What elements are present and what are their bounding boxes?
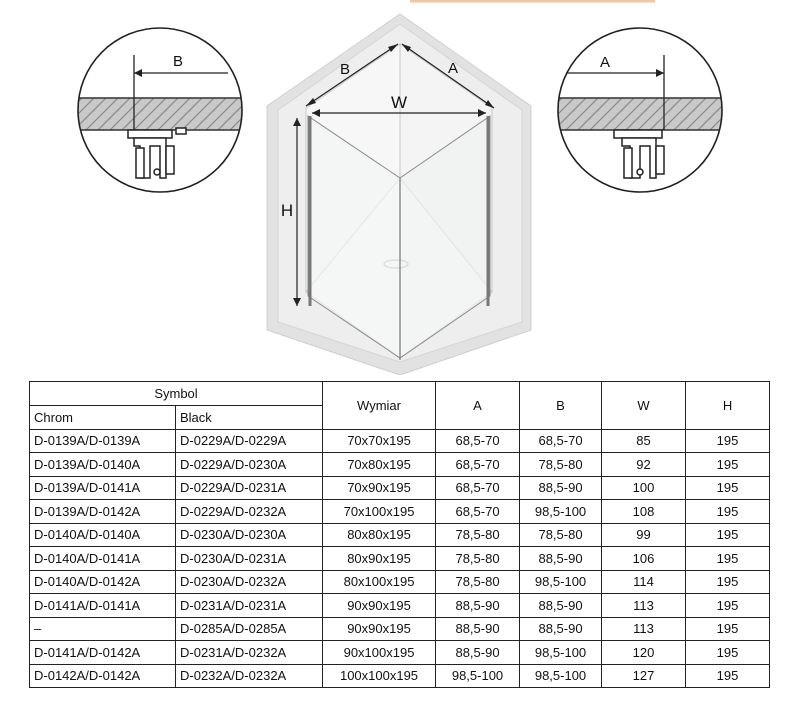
h-cell: 195: [686, 476, 770, 500]
chrom-symbol-cell: D-0139A/D-0139A: [30, 429, 176, 453]
w-cell: 113: [602, 617, 686, 641]
chrom-symbol-cell: D-0139A/D-0140A: [30, 453, 176, 477]
b-cell: 98,5-100: [520, 500, 602, 524]
a-cell: 68,5-70: [436, 500, 520, 524]
chrom-symbol-cell: D-0140A/D-0140A: [30, 523, 176, 547]
wymiar-cell: 80x80x195: [323, 523, 436, 547]
b-cell: 88,5-90: [520, 594, 602, 618]
b-cell: 88,5-90: [520, 617, 602, 641]
chrom-symbol-cell: D-0139A/D-0142A: [30, 500, 176, 524]
w-cell: 99: [602, 523, 686, 547]
w-cell: 106: [602, 547, 686, 571]
h-cell: 195: [686, 500, 770, 524]
w-cell: 108: [602, 500, 686, 524]
table-row: [30, 617, 770, 641]
table-row: [30, 476, 770, 500]
a-cell: 68,5-70: [436, 453, 520, 477]
a-cell: 88,5-90: [436, 617, 520, 641]
black-symbol-cell: D-0230A/D-0232A: [176, 570, 323, 594]
b-cell: 78,5-80: [520, 453, 602, 477]
b-cell: 98,5-100: [520, 570, 602, 594]
column-header-wymiar: Wymiar: [323, 382, 436, 430]
black-symbol-cell: D-0229A/D-0232A: [176, 500, 323, 524]
black-symbol-cell: D-0231A/D-0231A: [176, 594, 323, 618]
h-cell: 195: [686, 570, 770, 594]
table-row: [30, 594, 770, 618]
b-cell: 98,5-100: [520, 641, 602, 665]
black-symbol-cell: D-0230A/D-0231A: [176, 547, 323, 571]
h-cell: 195: [686, 453, 770, 477]
detail-circle-right: [550, 28, 730, 192]
w-cell: 85: [602, 429, 686, 453]
chrom-symbol-cell: D-0141A/D-0142A: [30, 641, 176, 665]
label-w: W: [390, 93, 408, 112]
column-header-h: H: [686, 382, 770, 430]
chrom-symbol-cell: D-0142A/D-0142A: [30, 664, 176, 688]
chrom-symbol-cell: D-0140A/D-0142A: [30, 570, 176, 594]
table-row: [30, 641, 770, 665]
table-row: [30, 547, 770, 571]
b-cell: 78,5-80: [520, 523, 602, 547]
wymiar-cell: 80x100x195: [323, 570, 436, 594]
column-header-a: A: [436, 382, 520, 430]
wymiar-cell: 70x80x195: [323, 453, 436, 477]
column-header-w: W: [602, 382, 686, 430]
h-cell: 195: [686, 523, 770, 547]
table-row: [30, 429, 770, 453]
b-cell: 88,5-90: [520, 476, 602, 500]
b-cell: 88,5-90: [520, 547, 602, 571]
h-cell: 195: [686, 664, 770, 688]
w-cell: 92: [602, 453, 686, 477]
wymiar-cell: 90x90x195: [323, 594, 436, 618]
wymiar-cell: 70x100x195: [323, 500, 436, 524]
table-body: [30, 429, 770, 688]
enclosure-drawing: [267, 14, 531, 375]
h-cell: 195: [686, 594, 770, 618]
detail-circle-left: [70, 28, 250, 192]
w-cell: 114: [602, 570, 686, 594]
label-a-right: A: [599, 54, 611, 71]
wall-section-left: [70, 98, 250, 130]
column-header-b: B: [520, 382, 602, 430]
chrom-symbol-cell: D-0139A/D-0141A: [30, 476, 176, 500]
label-h: H: [280, 201, 294, 220]
chrom-symbol-cell: –: [30, 617, 176, 641]
chrom-symbol-cell: D-0140A/D-0141A: [30, 547, 176, 571]
table-row: [30, 523, 770, 547]
w-cell: 100: [602, 476, 686, 500]
black-symbol-cell: D-0232A/D-0232A: [176, 664, 323, 688]
a-cell: 68,5-70: [436, 476, 520, 500]
black-symbol-cell: D-0229A/D-0230A: [176, 453, 323, 477]
a-cell: 68,5-70: [436, 429, 520, 453]
wymiar-cell: 90x90x195: [323, 617, 436, 641]
a-cell: 78,5-80: [436, 547, 520, 571]
w-cell: 113: [602, 594, 686, 618]
w-cell: 127: [602, 664, 686, 688]
chrom-symbol-cell: D-0141A/D-0141A: [30, 594, 176, 618]
wymiar-cell: 70x90x195: [323, 476, 436, 500]
symbol-header: Symbol: [30, 382, 323, 406]
table-row: [30, 500, 770, 524]
table-row: [30, 453, 770, 477]
label-b-left: B: [172, 53, 184, 70]
a-cell: 78,5-80: [436, 570, 520, 594]
h-cell: 195: [686, 429, 770, 453]
specification-table: [29, 381, 770, 688]
wymiar-cell: 100x100x195: [323, 664, 436, 688]
black-symbol-cell: D-0230A/D-0230A: [176, 523, 323, 547]
a-cell: 88,5-90: [436, 594, 520, 618]
a-cell: 98,5-100: [436, 664, 520, 688]
black-symbol-cell: D-0231A/D-0232A: [176, 641, 323, 665]
table-row: [30, 664, 770, 688]
h-cell: 195: [686, 617, 770, 641]
column-header-chrom: Chrom: [30, 406, 176, 430]
label-a: A: [447, 60, 459, 77]
black-symbol-cell: D-0229A/D-0229A: [176, 429, 323, 453]
wymiar-cell: 90x100x195: [323, 641, 436, 665]
label-b: B: [339, 61, 351, 78]
b-cell: 98,5-100: [520, 664, 602, 688]
wymiar-cell: 80x90x195: [323, 547, 436, 571]
w-cell: 120: [602, 641, 686, 665]
wall-section-right: [550, 98, 730, 130]
table-row: [30, 570, 770, 594]
h-cell: 195: [686, 641, 770, 665]
wymiar-cell: 70x70x195: [323, 429, 436, 453]
column-header-black: Black: [176, 406, 323, 430]
a-cell: 78,5-80: [436, 523, 520, 547]
black-symbol-cell: D-0285A/D-0285A: [176, 617, 323, 641]
h-cell: 195: [686, 547, 770, 571]
b-cell: 68,5-70: [520, 429, 602, 453]
a-cell: 88,5-90: [436, 641, 520, 665]
black-symbol-cell: D-0229A/D-0231A: [176, 476, 323, 500]
